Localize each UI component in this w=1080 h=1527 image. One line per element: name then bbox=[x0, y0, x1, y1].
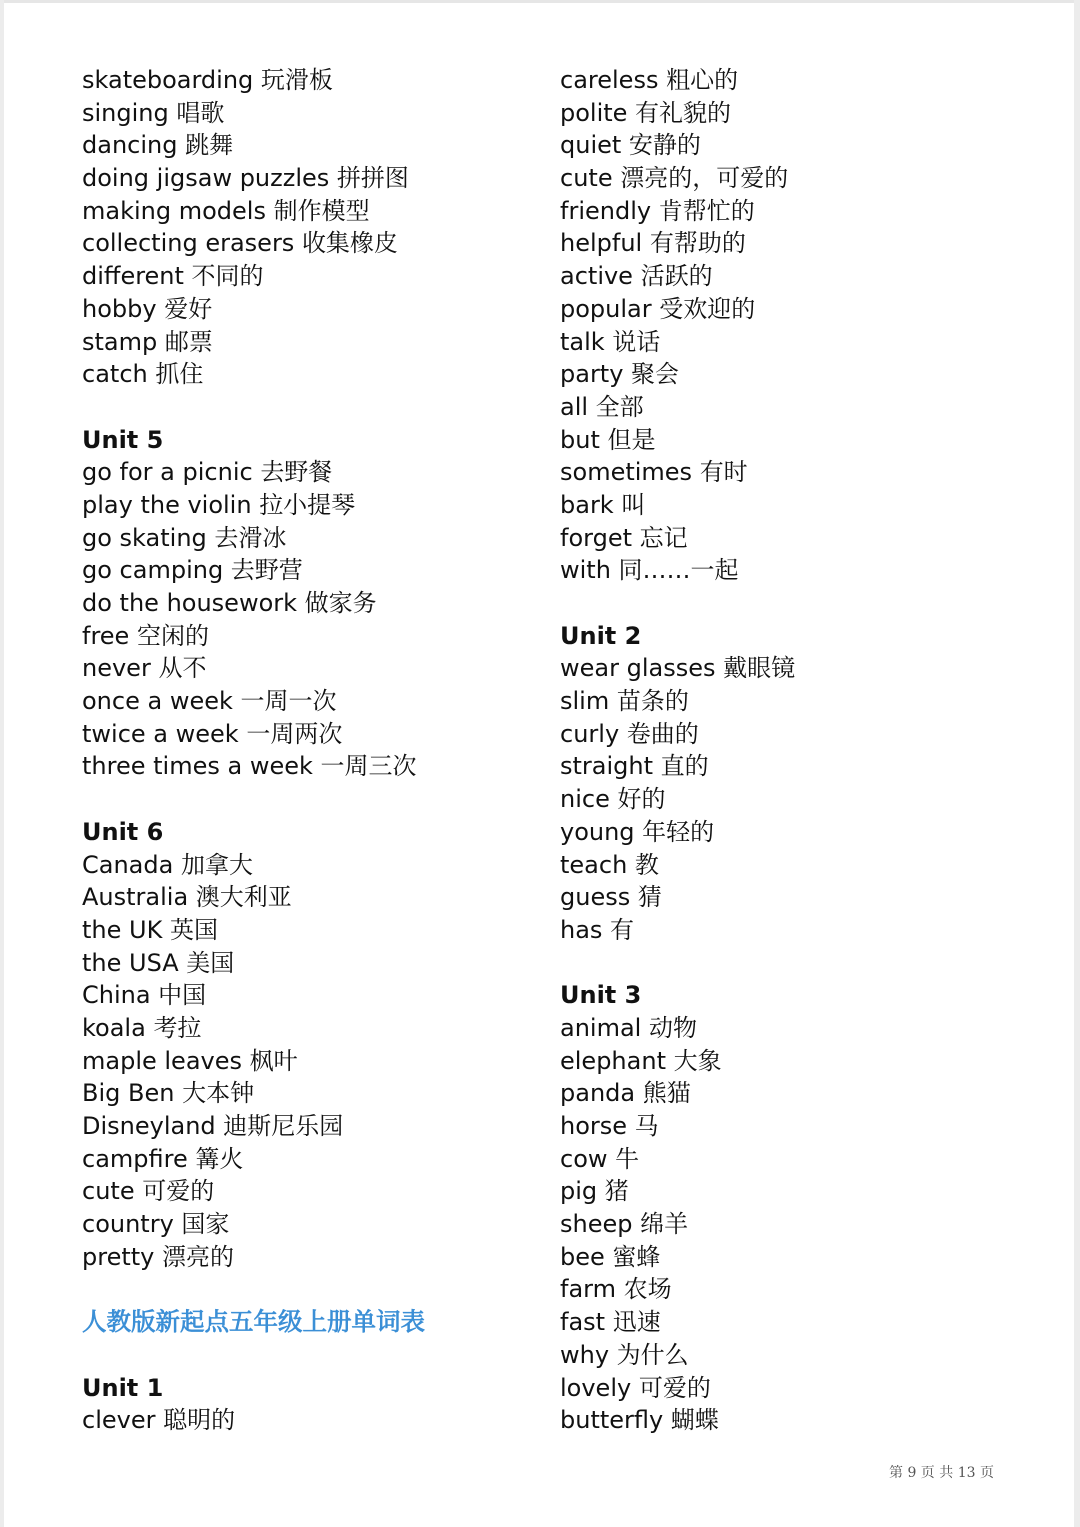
page-right-edge bbox=[1074, 0, 1080, 1527]
vocabulary-entry: quiet 安静的 bbox=[560, 131, 701, 160]
vocabulary-entry: country 国家 bbox=[82, 1210, 230, 1239]
vocabulary-entry: young 年轻的 bbox=[560, 817, 715, 846]
vocabulary-entry: popular 受欢迎的 bbox=[560, 294, 756, 323]
vocabulary-entry: Big Ben 大本钟 bbox=[82, 1079, 255, 1108]
vocabulary-entry: singing 唱歌 bbox=[82, 98, 225, 127]
vocabulary-entry: teach 教 bbox=[560, 850, 659, 879]
vocabulary-entry: helpful 有帮助的 bbox=[560, 229, 746, 258]
vocabulary-entry: China 中国 bbox=[82, 981, 207, 1010]
vocabulary-entry: doing jigsaw puzzles 拼拼图 bbox=[82, 164, 409, 193]
vocabulary-entry: animal 动物 bbox=[560, 1013, 697, 1042]
vocabulary-entry: cow 牛 bbox=[560, 1144, 640, 1173]
spacer bbox=[82, 1339, 537, 1372]
vocabulary-entry: cute 漂亮的，可爱的 bbox=[560, 164, 789, 193]
vocabulary-entry: clever 聪明的 bbox=[82, 1406, 236, 1435]
vocabulary-entry: horse 马 bbox=[560, 1112, 659, 1140]
vocabulary-entry: but 但是 bbox=[560, 425, 656, 454]
vocabulary-entry: curly 卷曲的 bbox=[560, 719, 699, 748]
vocabulary-entry: lovely 可爱的 bbox=[560, 1373, 711, 1402]
vocabulary-entry: three times a week 一周三次 bbox=[82, 752, 417, 781]
vocabulary-entry: koala 考拉 bbox=[82, 1013, 202, 1042]
spacer bbox=[82, 391, 537, 424]
vocabulary-entry: go for a picnic 去野餐 bbox=[82, 458, 333, 487]
vocabulary-entry: careless 粗心的 bbox=[560, 66, 739, 94]
vocabulary-entry: bark 叫 bbox=[560, 490, 646, 519]
vocabulary-entry: go skating 去滑冰 bbox=[82, 523, 287, 552]
vocabulary-entry: dancing 跳舞 bbox=[82, 131, 234, 160]
vocabulary-entry: do the housework 做家务 bbox=[82, 589, 377, 617]
vocabulary-entry: different 不同的 bbox=[82, 262, 264, 291]
vocabulary-entry: polite 有礼貌的 bbox=[560, 98, 732, 127]
page-number-footer: 第 9 页 共 13 页 bbox=[889, 1465, 994, 1481]
unit-heading: Unit 1 bbox=[82, 1373, 164, 1402]
vocabulary-entry: nice 好的 bbox=[560, 785, 666, 814]
section-title: 人教版新起点五年级上册单词表 bbox=[82, 1307, 425, 1337]
vocabulary-entry: wear glasses 戴眼镜 bbox=[560, 654, 796, 683]
right-vocabulary-column bbox=[560, 64, 1030, 1437]
vocabulary-entry: Disneyland 迪斯尼乐园 bbox=[82, 1112, 344, 1140]
unit-heading: Unit 5 bbox=[82, 425, 164, 454]
vocabulary-entry: hobby 爱好 bbox=[82, 294, 213, 323]
vocabulary-entry: pretty 漂亮的 bbox=[82, 1242, 234, 1271]
vocabulary-entry: bee 蜜蜂 bbox=[560, 1242, 661, 1271]
vocabulary-entry: maple leaves 枫叶 bbox=[82, 1046, 298, 1075]
vocabulary-entry: Canada 加拿大 bbox=[82, 850, 253, 879]
vocabulary-entry: never 从不 bbox=[82, 654, 207, 683]
vocabulary-entry: play the violin 拉小提琴 bbox=[82, 490, 356, 519]
vocabulary-entry: making models 制作模型 bbox=[82, 196, 370, 225]
unit-heading: Unit 3 bbox=[560, 981, 642, 1010]
vocabulary-entry: talk 说话 bbox=[560, 327, 661, 356]
vocabulary-entry: all 全部 bbox=[560, 392, 644, 421]
vocabulary-entry: pig 猪 bbox=[560, 1177, 629, 1206]
vocabulary-entry: farm 农场 bbox=[560, 1275, 672, 1304]
vocabulary-entry: elephant 大象 bbox=[560, 1046, 722, 1075]
vocabulary-entry: fast 迅速 bbox=[560, 1308, 661, 1337]
vocabulary-entry: has 有 bbox=[560, 915, 635, 944]
vocabulary-entry: catch 抓住 bbox=[82, 360, 204, 389]
vocabulary-entry: the UK 英国 bbox=[82, 915, 218, 944]
unit-heading: Unit 6 bbox=[82, 817, 164, 846]
vocabulary-entry: with 同……一起 bbox=[560, 556, 739, 585]
vocabulary-entry: sheep 绵羊 bbox=[560, 1210, 689, 1239]
vocabulary-entry: skateboarding 玩滑板 bbox=[82, 66, 333, 94]
unit-heading: Unit 2 bbox=[560, 621, 642, 650]
vocabulary-entry: slim 苗条的 bbox=[560, 687, 689, 716]
vocabulary-entry: friendly 肯帮忙的 bbox=[560, 196, 755, 225]
vocabulary-entry: cute 可爱的 bbox=[82, 1177, 215, 1206]
vocabulary-entry: forget 忘记 bbox=[560, 523, 688, 552]
vocabulary-entry: panda 熊猫 bbox=[560, 1079, 691, 1108]
vocabulary-entry: Australia 澳大利亚 bbox=[82, 883, 292, 912]
vocabulary-entry: go camping 去野营 bbox=[82, 556, 303, 585]
vocabulary-entry: twice a week 一周两次 bbox=[82, 719, 343, 748]
left-vocabulary-column bbox=[82, 64, 537, 1437]
vocabulary-entry: why 为什么 bbox=[560, 1340, 689, 1369]
vocabulary-entry: party 聚会 bbox=[560, 360, 680, 389]
spacer bbox=[82, 783, 537, 816]
vocabulary-entry: free 空闲的 bbox=[82, 621, 209, 650]
vocabulary-entry: active 活跃的 bbox=[560, 262, 713, 291]
vocabulary-entry: campfire 篝火 bbox=[82, 1144, 244, 1173]
page-top-edge bbox=[0, 0, 1080, 3]
spacer bbox=[560, 587, 1030, 620]
vocabulary-entry: collecting erasers 收集橡皮 bbox=[82, 229, 398, 258]
vocabulary-entry: guess 猜 bbox=[560, 883, 662, 912]
spacer bbox=[560, 947, 1030, 980]
page-left-edge bbox=[0, 0, 4, 1527]
vocabulary-entry: once a week 一周一次 bbox=[82, 687, 337, 716]
vocabulary-entry: sometimes 有时 bbox=[560, 458, 748, 487]
spacer bbox=[82, 1273, 537, 1306]
vocabulary-entry: straight 直的 bbox=[560, 752, 709, 781]
vocabulary-entry: the USA 美国 bbox=[82, 948, 235, 977]
vocabulary-entry: stamp 邮票 bbox=[82, 327, 213, 356]
vocabulary-entry: butterfly 蝴蝶 bbox=[560, 1406, 719, 1435]
